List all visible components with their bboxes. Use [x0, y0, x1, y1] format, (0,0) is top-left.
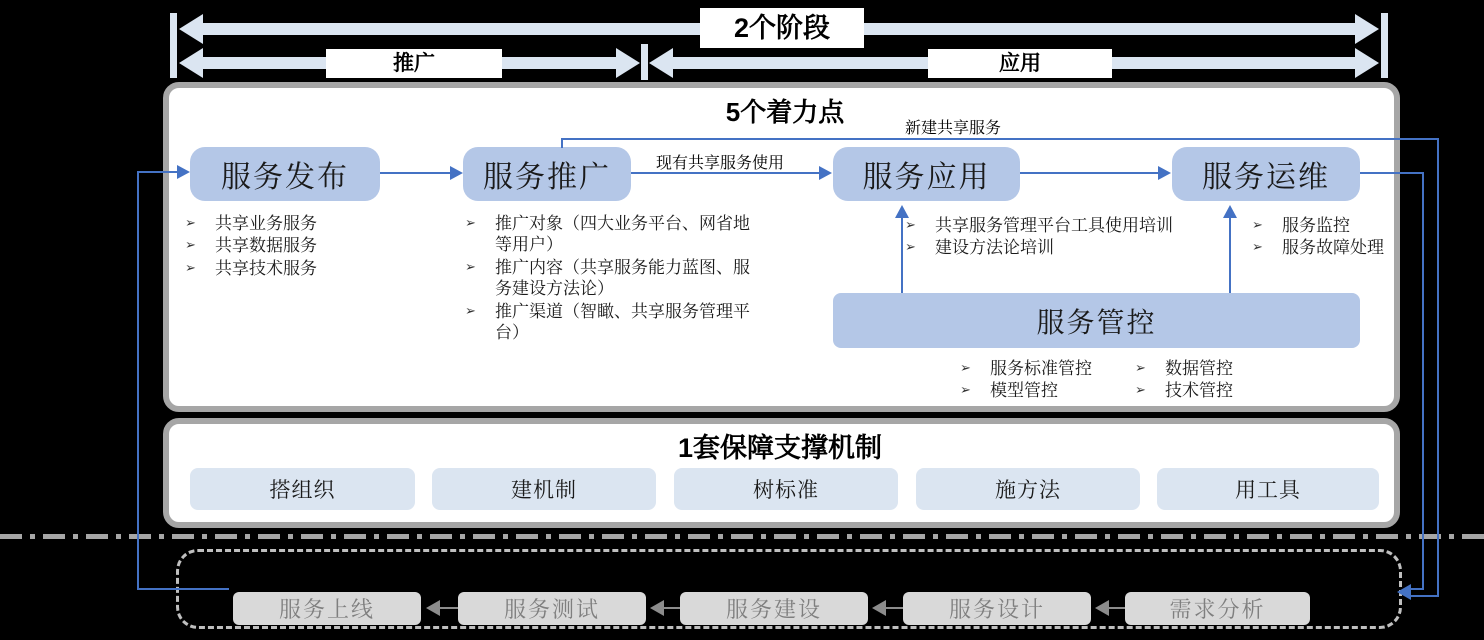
- publish-bullets: [185, 213, 450, 280]
- conn-left-in-arrow-icon: [177, 165, 190, 179]
- conn-new-service-bottom-line: [1410, 595, 1439, 597]
- promote-phase-label: 推广: [326, 49, 502, 78]
- pipeline-arrow-line: [439, 607, 458, 609]
- pipeline-arrow-icon: [426, 600, 440, 616]
- pipeline-item-requirement: 需求分析: [1125, 592, 1310, 625]
- conn-left-in-line: [137, 171, 178, 173]
- bullet-item: ➢ 共享数据服务: [185, 235, 450, 256]
- conn-govern-apply-arrow-icon: [895, 205, 909, 218]
- bullet-item: ➢ 服务监控: [1252, 215, 1452, 236]
- arrow-head-left-icon: [179, 48, 203, 78]
- dashdot-separator: [0, 534, 1484, 539]
- phase-divider-bar: [641, 44, 648, 80]
- govern-bullets-col2: [1135, 358, 1305, 403]
- arrow-head-left-icon: [649, 48, 673, 78]
- arrow-head-right-icon: [1355, 48, 1379, 78]
- apply-bullets: [905, 215, 1215, 260]
- bullet-item: ➢ 数据管控: [1135, 358, 1305, 379]
- promote-bullets: [465, 213, 760, 344]
- conn-ops-down-line: [1422, 172, 1424, 589]
- conn-new-service-down-line: [1437, 138, 1439, 597]
- conn-govern-apply-line: [901, 207, 903, 293]
- apply-phase-label: 应用: [928, 49, 1112, 78]
- arrow-head-right-icon: [616, 48, 640, 78]
- bullet-item: ➢ 建设方法论培训: [905, 237, 1215, 258]
- conn-promote-apply-arrow-icon: [819, 166, 832, 180]
- bullet-item: ➢ 服务标准管控: [960, 358, 1140, 379]
- conn-into-pipeline-arrow-icon: [1397, 584, 1411, 600]
- new-service-label: 新建共享服务: [905, 120, 1002, 137]
- conn-apply-ops-line: [1020, 172, 1160, 174]
- arrow-head-left-icon: [179, 14, 203, 44]
- bullet-item: ➢ 推广渠道（智瞰、共享服务管理平台）: [465, 301, 760, 344]
- conn-govern-ops-line: [1229, 207, 1231, 293]
- pipeline-item-online: 服务上线: [233, 592, 421, 625]
- bullet-item: ➢ 模型管控: [960, 380, 1140, 401]
- stages-label: 2个阶段: [700, 8, 864, 48]
- service-apply-box: 服务应用: [833, 147, 1020, 201]
- bullet-item: ➢ 共享服务管理平台工具使用培训: [905, 215, 1215, 236]
- conn-ops-bottom-line: [1410, 588, 1424, 590]
- bullet-item: ➢ 服务故障处理: [1252, 237, 1452, 258]
- bullet-item: ➢ 推广内容（共享服务能力蓝图、服务建设方法论）: [465, 257, 760, 300]
- pipeline-item-test: 服务测试: [458, 592, 646, 625]
- conn-left-bottom-line: [137, 588, 229, 590]
- conn-publish-promote-line: [380, 172, 452, 174]
- support-item-mechanism: 建机制: [432, 468, 656, 510]
- conn-new-service-top-line: [561, 138, 1439, 140]
- bullet-item: ➢ 共享技术服务: [185, 258, 450, 279]
- pipeline-item-design: 服务设计: [903, 592, 1091, 625]
- conn-ops-out-line: [1360, 172, 1424, 174]
- right-end-bar: [1381, 13, 1388, 78]
- pipeline-item-build: 服务建设: [680, 592, 868, 625]
- conn-apply-ops-arrow-icon: [1158, 166, 1171, 180]
- arrow-head-right-icon: [1355, 14, 1379, 44]
- support-item-standard: 树标准: [674, 468, 898, 510]
- service-promote-box: 服务推广: [463, 147, 631, 201]
- pipeline-arrow-icon: [650, 600, 664, 616]
- conn-govern-ops-arrow-icon: [1223, 205, 1237, 218]
- support-item-tool: 用工具: [1157, 468, 1379, 510]
- pipeline-arrow-line: [1108, 607, 1125, 609]
- bullet-item: ➢ 技术管控: [1135, 380, 1305, 401]
- govern-bullets-col1: [960, 358, 1140, 403]
- pipeline-arrow-line: [663, 607, 680, 609]
- service-ops-box: 服务运维: [1172, 147, 1360, 201]
- support-item-organization: 搭组织: [190, 468, 415, 510]
- pipeline-arrow-icon: [1095, 600, 1109, 616]
- service-publish-box: 服务发布: [190, 147, 380, 201]
- pipeline-arrow-line: [885, 607, 903, 609]
- bullet-item: ➢ 共享业务服务: [185, 213, 450, 234]
- support-item-method: 施方法: [916, 468, 1140, 510]
- conn-publish-promote-arrow-icon: [450, 166, 463, 180]
- support-title: 1套保障支撑机制: [677, 433, 883, 463]
- pipeline-arrow-icon: [872, 600, 886, 616]
- conn-left-down-line: [137, 171, 139, 590]
- existing-service-label: 现有共享服务使用: [656, 155, 785, 172]
- focus-title: 5个着力点: [725, 97, 845, 127]
- bullet-item: ➢ 推广对象（四大业务平台、网省地等用户）: [465, 213, 760, 256]
- left-end-bar: [170, 13, 177, 78]
- service-govern-box: 服务管控: [833, 293, 1360, 348]
